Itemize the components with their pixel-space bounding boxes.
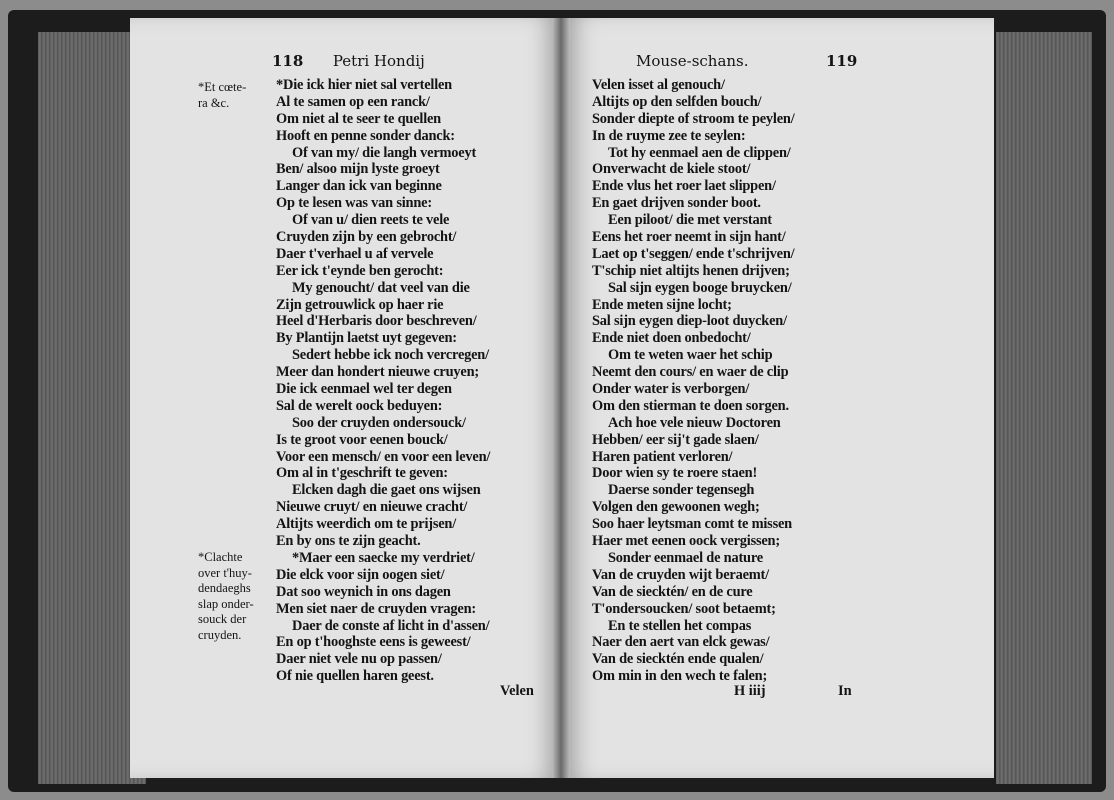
right-catchword: In <box>838 683 852 699</box>
verse-line: T'ondersoucken/ soot betaemt; <box>592 600 776 617</box>
verse-line: Dat soo weynich in ons dagen <box>276 583 451 600</box>
margin-note-2 <box>198 550 254 643</box>
left-page-number: 118 <box>272 52 304 70</box>
verse-line: Ende meten sijne locht; <box>592 296 732 313</box>
verse-line: Men siet naer de cruyden vragen: <box>276 600 476 617</box>
verse-line: Onverwacht de kiele stoot/ <box>592 161 751 178</box>
verse-line: Naer den aert van elck gewas/ <box>592 634 770 651</box>
verse-line: Sonder diepte of stroom te peylen/ <box>592 110 795 127</box>
verse-line: Langer dan ick van beginne <box>276 178 442 195</box>
verse-line: En gaet drijven sonder boot. <box>592 195 761 212</box>
verse-line: Elcken dagh die gaet ons wijsen <box>292 482 481 499</box>
verse-line: Van de siecktén/ en de cure <box>592 583 753 600</box>
right-page-edges <box>996 32 1092 784</box>
signature-mark: H iiij <box>734 683 766 699</box>
verse-line: Sal sijn eygen diep-loot duycken/ <box>592 313 787 330</box>
verse-line: Sonder eenmael de nature <box>608 549 763 566</box>
verse-line: Ach hoe vele nieuw Doctoren <box>608 414 781 431</box>
verse-line: Onder water is verborgen/ <box>592 381 750 398</box>
verse-line: Sal de werelt oock beduyen: <box>276 397 443 414</box>
verse-line: Laet op t'seggen/ ende t'schrijven/ <box>592 245 795 262</box>
verse-line: Sal sijn eygen booge bruycken/ <box>608 279 792 296</box>
margin-note-line: ra &c. <box>198 95 230 110</box>
verse-line: Sedert hebbe ick noch vercregen/ <box>292 347 489 364</box>
verse-line: *Die ick hier niet sal vertellen <box>276 77 452 93</box>
verse-line: Is te groot voor eenen bouck/ <box>276 431 448 448</box>
verse-line: Of nie quellen haren geest. <box>276 668 434 685</box>
verse-line: Nieuwe cruyt/ en nieuwe cracht/ <box>276 499 468 516</box>
verse-line: Zijn getrouwlick op haer rie <box>276 296 444 313</box>
left-running-head: Petri Hondij <box>332 52 425 70</box>
verse-line: Eer ick t'eynde ben gerocht: <box>276 262 444 279</box>
verse-line: Altijts weerdich om te prijsen/ <box>276 516 457 533</box>
verse-line: Om min in den wech te falen; <box>592 668 768 685</box>
verse-line: Haren patient verloren/ <box>592 448 733 465</box>
verse-line: Daerse sonder tegensegh <box>608 482 755 499</box>
verse-line: Ben/ alsoo mijn lyste groeyt <box>276 161 440 178</box>
verse-line: Om den stierman te doen sorgen. <box>592 397 789 414</box>
verse-line: Op te lesen was van sinne: <box>276 195 432 212</box>
verse-line: Eens het roer neemt in sijn hant/ <box>592 229 786 246</box>
margin-note-1 <box>198 80 246 111</box>
verse-line: Om al in t'geschrift te geven: <box>276 465 448 482</box>
verse-line: Die elck voor sijn oogen siet/ <box>276 566 445 583</box>
verse-line: Daer niet vele nu op passen/ <box>276 651 442 668</box>
margin-note-line: *Clachte <box>198 550 243 564</box>
verse-line: Neemt den cours/ en waer de clip <box>592 364 789 381</box>
verse-line: Altijts op den selfden bouch/ <box>592 93 762 110</box>
verse-line: Ende niet doen onbedocht/ <box>592 330 751 347</box>
verse-line: Om niet al te seer te quellen <box>276 110 441 127</box>
verse-line: Voor een mensch/ en voor een leven/ <box>276 448 491 465</box>
verse-line: T'schip niet altijts henen drijven; <box>592 262 790 279</box>
right-running-head: Mouse-schans. <box>636 52 749 70</box>
verse-line: Daer t'verhael u af vervele <box>276 245 434 262</box>
verse-line: Hebben/ eer sij't gade slaen/ <box>592 431 759 448</box>
left-page-header <box>272 52 425 70</box>
margin-note-line: over t'huy- <box>198 565 252 580</box>
verse-line: Om te weten waer het schip <box>608 347 773 364</box>
verse-line: Soo der cruyden ondersouck/ <box>292 414 466 431</box>
verse-line: Heel d'Herbaris door beschreven/ <box>276 313 477 330</box>
verse-line: Meer dan hondert nieuwe cruyen; <box>276 364 479 381</box>
right-verse-column <box>592 77 795 685</box>
margin-note-line: souck der <box>198 612 247 626</box>
verse-line: Tot hy eenmael aen de clippen/ <box>608 144 791 161</box>
margin-note-line: cruyden. <box>198 627 242 642</box>
verse-line: Haer met eenen oock vergissen; <box>592 533 780 550</box>
left-catchword: Velen <box>500 683 534 699</box>
verse-line: My genoucht/ dat veel van die <box>292 279 470 296</box>
verse-line: Daer de conste af licht in d'assen/ <box>292 617 490 634</box>
verse-line: Ende vlus het roer laet slippen/ <box>592 178 776 195</box>
verse-line: Of van u/ dien reets te vele <box>292 212 450 229</box>
verse-line: Door wien sy te roere staen! <box>592 465 758 482</box>
verse-line: Of van my/ die langh vermoeyt <box>292 144 477 161</box>
verse-line: En by ons te zijn geacht. <box>276 533 421 550</box>
verse-line: Een piloot/ die met verstant <box>608 212 772 229</box>
verse-line: In de ruyme zee te seylen: <box>592 127 746 144</box>
verse-line: By Plantijn laetst uyt gegeven: <box>276 330 457 347</box>
margin-note-line: *Et cœte- <box>198 80 247 94</box>
verse-line: En te stellen het compas <box>608 617 752 634</box>
verse-line: *Maer een saecke my verdriet/ <box>292 549 475 566</box>
verse-line: Cruyden zijn by een gebrocht/ <box>276 229 457 246</box>
verse-line: Velen isset al genouch/ <box>592 77 725 93</box>
margin-note-line: slap onder- <box>198 596 254 611</box>
verse-line: Die ick eenmael wel ter degen <box>276 381 452 398</box>
verse-line: Van de siecktén ende qualen/ <box>592 651 764 668</box>
verse-line: En op t'hooghste eens is geweest/ <box>276 634 471 651</box>
margin-note-line: dendaeghs <box>198 581 251 595</box>
verse-line: Van de cruyden wijt beraemt/ <box>592 566 769 583</box>
verse-line: Volgen den gewoonen wegh; <box>592 499 760 516</box>
left-verse-column <box>276 77 490 685</box>
right-page-number: 119 <box>826 52 858 70</box>
verse-line: Al te samen op een ranck/ <box>276 93 430 110</box>
verse-line: Soo haer leytsman comt te missen <box>592 516 792 533</box>
verse-line: Hooft en penne sonder danck: <box>276 127 455 144</box>
book-gutter <box>552 18 570 778</box>
